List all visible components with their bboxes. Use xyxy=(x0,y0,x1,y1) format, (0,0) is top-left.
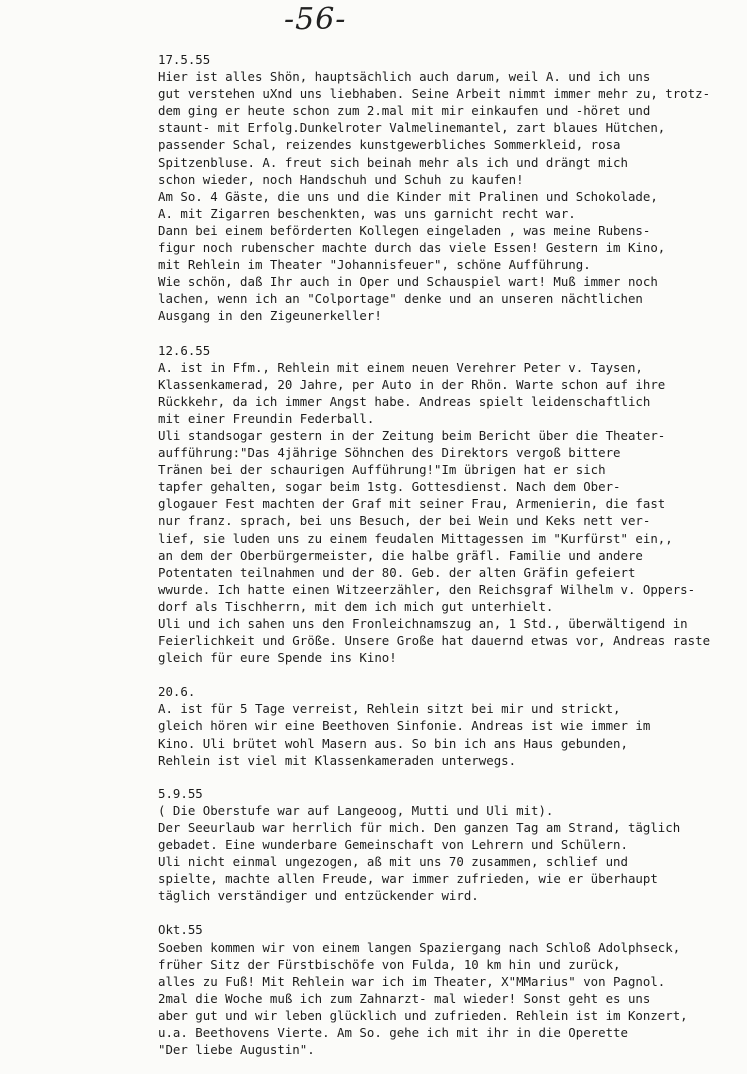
entry-date: 20.6. xyxy=(158,684,196,700)
text-line: Rückkehr, da ich immer Angst habe. Andreas spielt leidenschaftlich xyxy=(158,393,651,409)
text-line: aufführung:"Das 4jährige Söhnchen des Direktors vergoß bittere xyxy=(158,445,621,461)
text-line: dorf als Tischherrn, mit dem ich mich gut unterhielt. xyxy=(158,598,554,614)
entry-text xyxy=(158,700,718,768)
text-line: Uli standsogar gestern in der Zeitung beim Bericht über die Theater- xyxy=(158,427,666,443)
text-line: gebadet. Eine wunderbare Gemeinschaft von Lehrern und Schülern. xyxy=(158,837,628,853)
text-line: gleich hören wir eine Beethoven Sinfonie. Andreas ist wie immer im xyxy=(158,718,651,734)
text-line: tapfer gehalten, sogar beim 1stg. Gottesdienst. Nach dem Ober- xyxy=(158,479,621,495)
text-line: Ausgang in den Zigeunerkeller! xyxy=(158,308,382,324)
text-line: glogauer Fest machten der Graf mit seiner Frau, Armenierin, die fast xyxy=(158,496,666,512)
text-line: gut verstehen uXnd uns liebhaben. Seine Arbeit nimmt immer mehr zu, trotz- xyxy=(158,86,711,102)
entry-text xyxy=(158,359,718,667)
text-line: Dann bei einem beförderten Kollegen eingeladen , was meine Rubens- xyxy=(158,222,651,238)
entry-text xyxy=(158,802,718,905)
text-line: aber gut und wir leben glücklich und zufrieden. Rehlein ist im Konzert, xyxy=(158,1007,688,1023)
diary-entry xyxy=(158,342,718,667)
entry-date: 17.5.55 xyxy=(158,52,211,67)
diary-entry xyxy=(158,921,718,1058)
text-line: 2mal die Woche muß ich zum Zahnarzt- mal wieder! Sonst geht es uns xyxy=(158,990,651,1006)
text-line: Feierlichkeit und Größe. Unsere Große hat dauernd etwas vor, Andreas raste xyxy=(158,633,711,649)
text-line: A. ist in Ffm., Rehlein mit einem neuen Verehrer Peter v. Taysen, xyxy=(158,359,643,375)
text-line: mit einer Freundin Federball. xyxy=(158,410,375,426)
text-line: Wie schön, daß Ihr auch in Oper und Schauspiel wart! Muß immer noch xyxy=(158,274,658,290)
text-line: schon wieder, noch Handschuh und Schuh zu kaufen! xyxy=(158,171,524,187)
text-line: lief, sie luden uns zu einem feudalen Mittagessen im "Kurfürst" ein,, xyxy=(158,530,673,546)
text-line: früher Sitz der Fürstbischöfe von Fulda, 10 km hin und zurück, xyxy=(158,956,621,972)
entry-date: 12.6.55 xyxy=(158,342,211,358)
text-line: Potentaten teilnahmen und der 80. Geb. der alten Gräfin gefeiert xyxy=(158,564,636,580)
text-line: Am So. 4 Gäste, die uns und die Kinder mit Pralinen und Schokolade, xyxy=(158,188,658,204)
text-line: A. ist für 5 Tage verreist, Rehlein sitzt bei mir und strickt, xyxy=(158,701,621,717)
diary-entry xyxy=(158,51,718,325)
text-line: "Der liebe Augustin". xyxy=(158,1042,315,1058)
text-line: an dem der Oberbürgermeister, die halbe gräfl. Familie und andere xyxy=(158,547,643,563)
text-line: Hier ist alles Shön, hauptsächlich auch darum, weil A. und ich uns xyxy=(158,69,651,85)
text-line: Uli und ich sahen uns den Fronleichnamszug an, 1 Std., überwältigend in xyxy=(158,616,688,631)
text-line: dem ging er heute schon zum 2.mal mit mir einkaufen und -höret und xyxy=(158,103,651,119)
document-body xyxy=(158,51,718,1074)
text-line: Der Seeurlaub war herrlich für mich. Den ganzen Tag am Strand, täglich xyxy=(158,819,681,835)
text-line: figur noch rubenscher machte durch das viele Essen! Gestern im Kino, xyxy=(158,240,666,256)
text-line: wwurde. Ich hatte einen Witzeerzähler, den Reichsgraf Wilhelm v. Oppers- xyxy=(158,581,696,597)
text-line: A. mit Zigarren beschenkten, was uns garnicht recht war. xyxy=(158,205,576,221)
diary-entry xyxy=(158,785,718,905)
page-number: -56- xyxy=(284,2,347,37)
text-line: Soeben kommen wir von einem langen Spaziergang nach Schloß Adolphseck, xyxy=(158,939,681,955)
text-line: passender Schal, reizendes kunstgewerbliches Sommerkleid, rosa xyxy=(158,137,621,153)
entry-date: Okt.55 xyxy=(158,922,203,938)
text-line: nur franz. sprach, bei uns Besuch, der bei Wein und Keks nett ver- xyxy=(158,513,651,529)
text-line: Uli nicht einmal ungezogen, aß mit uns 70 zusammen, schlief und xyxy=(158,854,628,870)
diary-entry xyxy=(158,683,718,768)
text-line: lachen, wenn ich an "Colportage" denke und an unseren nächtlichen xyxy=(158,291,643,307)
text-line: gleich für eure Spende ins Kino! xyxy=(158,650,397,666)
text-line: spielte, machte allen Freude, war immer zufrieden, wie er überhaupt xyxy=(158,871,658,887)
text-line: Klassenkamerad, 20 Jahre, per Auto in der Rhön. Warte schon auf ihre xyxy=(158,376,666,392)
text-line: Spitzenbluse. A. freut sich beinah mehr als ich und drängt mich xyxy=(158,154,628,170)
text-line: Kino. Uli brütet wohl Masern aus. So bin ich ans Haus gebunden, xyxy=(158,735,628,751)
text-line: staunt- mit Erfolg.Dunkelroter Valmelinemantel, zart blaues Hütchen, xyxy=(158,120,666,136)
text-line: mit Rehlein im Theater "Johannisfeuer", schöne Aufführung. xyxy=(158,257,591,273)
text-line: Rehlein ist viel mit Klassenkameraden unterwegs. xyxy=(158,752,517,768)
text-line: alles zu Fuß! Mit Rehlein war ich im Theater, X"MMarius" von Pagnol. xyxy=(158,973,666,989)
text-line: u.a. Beethovens Vierte. Am So. gehe ich mit ihr in die Operette xyxy=(158,1024,628,1040)
entry-text xyxy=(158,939,718,1059)
entry-date: 5.9.55 xyxy=(158,785,203,801)
entry-text xyxy=(158,68,718,324)
text-line: Tränen bei der schaurigen Aufführung!"Im übrigen hat er sich xyxy=(158,462,606,478)
text-line: täglich verständiger und entzückender wird. xyxy=(158,888,479,904)
text-line: ( Die Oberstufe war auf Langeoog, Mutti und Uli mit). xyxy=(158,802,554,818)
